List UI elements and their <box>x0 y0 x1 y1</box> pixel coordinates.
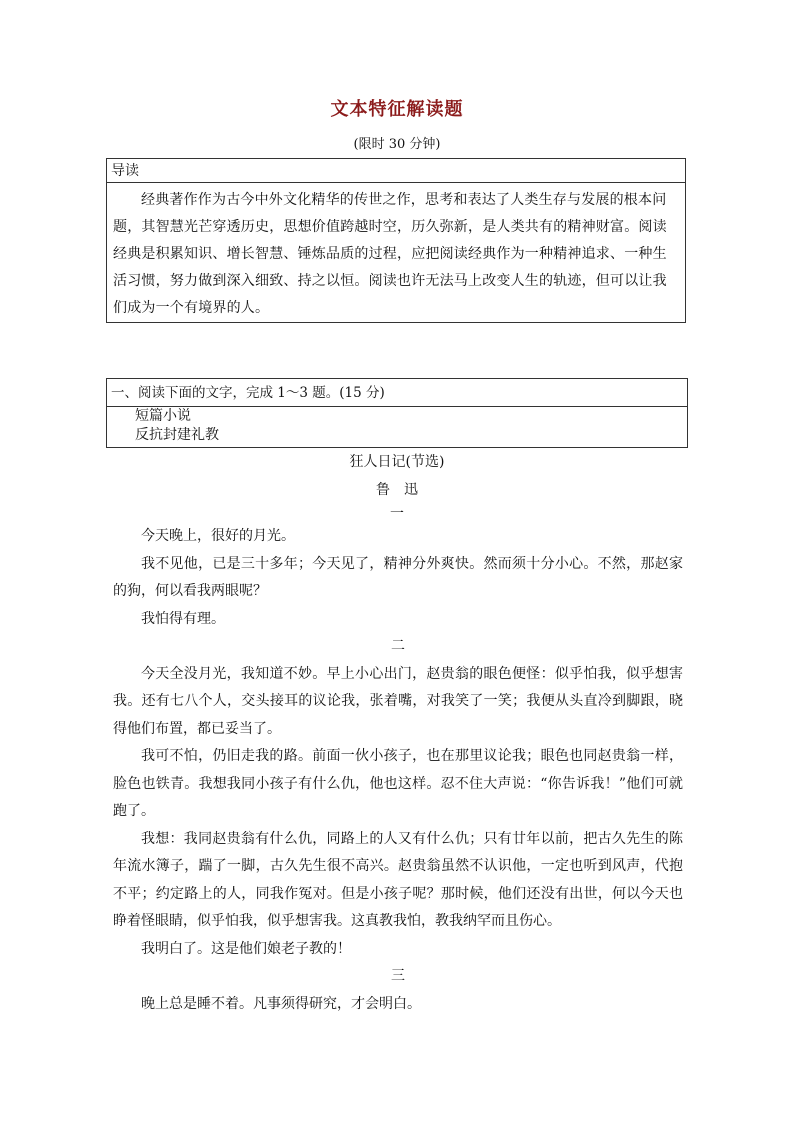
guide-text: 经典著作作为古今中外文化精华的传世之作，思考和表达了人类生存与发展的根本问题，其智慧光芒穿透历史，思想价值跨越时空，历久弥新，是人类共有的精神财富。阅读经典是积累知识、增长智慧、锤炼品质的过程，应把阅读经典作为一种精神追求、一种生活习惯，努力做到深入细致、持之以恒。阅读也许无法马上改变人生的轨迹，但可以让我们成为一个有境界的人。 <box>113 192 667 316</box>
guide-heading: 导读 <box>107 159 685 183</box>
paragraph: 我想：我同赵贵翁有什么仇，同路上的人又有什么仇；只有廿年以前，把古久先生的陈年流水簿子，踹了一脚，古久先生很不高兴。赵贵翁虽然不认识他，一定也听到风声，代抱不平；约定路上的人，同我作冤对。但是小孩子呢？那时候，他们还没有出世，何以今天也睁着怪眼睛，似乎怕我，似乎想害我。这真教我怕，教我纳罕而且伤心。 <box>113 830 683 929</box>
article-author: 鲁 迅 <box>376 482 418 498</box>
article-title: 狂人日记(节选) <box>349 454 445 470</box>
paragraph: 今天全没月光，我知道不妙。早上小心出门，赵贵翁的眼色便怪：似乎怕我，似乎想害我。还有七八个人，交头接耳的议论我，张着嘴，对我笑了一笑；我便从头直冷到脚跟，晓得他们布置，都已妥当了。 <box>113 665 683 737</box>
guide-box <box>106 158 686 323</box>
paragraph: 我怕得有理。 <box>141 610 225 627</box>
section-number-2: 二 <box>391 638 405 654</box>
section-number-3: 三 <box>391 968 405 984</box>
paragraph: 我可不怕，仍旧走我的路。前面一伙小孩子，也在那里议论我；眼色也同赵贵翁一样，脸色也铁青。我想我同小孩子有什么仇，他也这样。忍不住大声说：“你告诉我！”他们可就跑了。 <box>113 748 683 819</box>
paragraph: 晚上总是睡不着。凡事须得研究，才会明白。 <box>141 995 421 1012</box>
time-limit: (限时 30 分钟) <box>353 137 441 152</box>
paragraph: 我明白了。这是他们娘老子教的！ <box>141 940 351 957</box>
theme-label: 反抗封建礼教 <box>135 427 219 443</box>
question-instruction: 一、阅读下面的文字，完成 1～3 题。(15 分) <box>107 379 687 407</box>
article-body <box>113 523 683 1018</box>
paragraph: 今天晚上，很好的月光。 <box>141 528 295 544</box>
paragraph: 我不见他，已是三十多年；今天见了，精神分外爽快。然而须十分小心。不然，那赵家的狗，何以看我两眼呢？ <box>113 555 683 599</box>
section-number-1: 一 <box>390 506 404 522</box>
page-title: 文本特征解读题 <box>330 99 464 120</box>
genre-label: 短篇小说 <box>135 408 191 424</box>
question-box <box>106 378 688 448</box>
